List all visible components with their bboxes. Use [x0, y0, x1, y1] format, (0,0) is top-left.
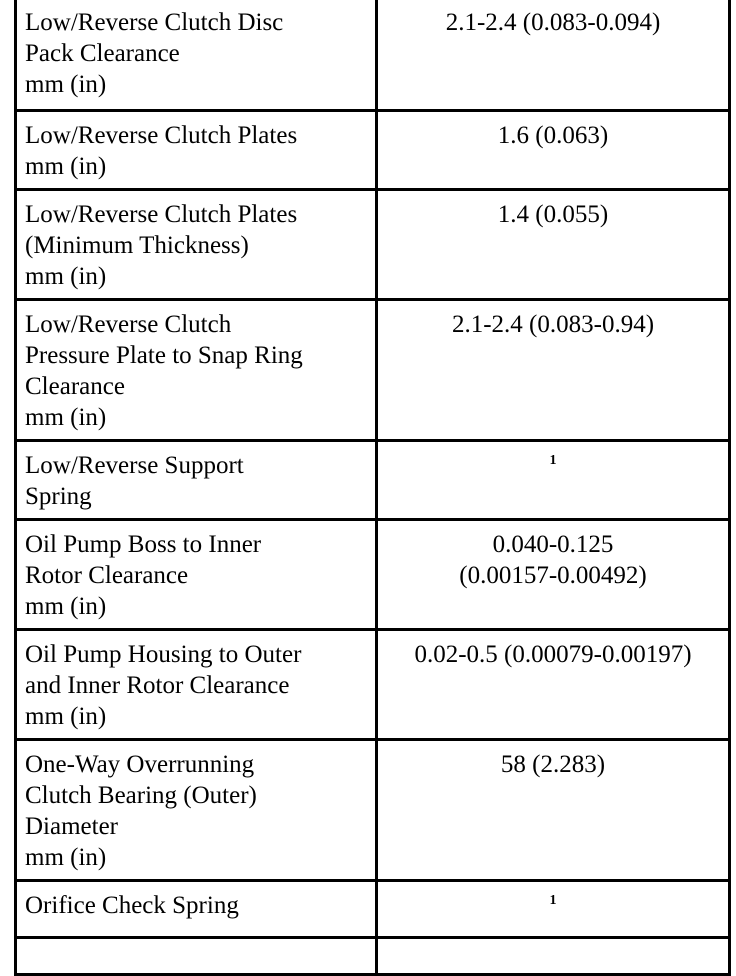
spec-name-line: Orifice Check Spring: [25, 892, 239, 919]
spec-name-cell: [16, 630, 377, 740]
table-row: [16, 881, 730, 938]
spec-value-cell: [377, 0, 730, 111]
footnote-marker: 1: [549, 893, 557, 908]
spec-name-line: mm (in): [25, 153, 107, 180]
spec-value-line: 1.4 (0.055): [497, 201, 609, 228]
spec-name-line: Pressure Plate to Snap Ring: [25, 342, 303, 369]
spec-value-line: 2.1-2.4 (0.083-0.94): [451, 311, 655, 338]
spec-name-line: mm (in): [25, 263, 107, 290]
spec-name-line: Low/Reverse Clutch Plates: [25, 122, 298, 149]
spec-name-cell: [16, 111, 377, 190]
table-row: [16, 111, 730, 190]
table-row: [16, 938, 730, 975]
spec-name-line: Clearance: [25, 373, 125, 400]
spec-name-cell: [16, 190, 377, 300]
spec-name-line: Low/Reverse Support: [25, 452, 244, 479]
spec-name-line: (Minimum Thickness): [25, 232, 249, 259]
spec-name-cell: [16, 740, 377, 881]
spec-value-cell: [377, 630, 730, 740]
table-row: [16, 520, 730, 630]
specifications-table: [14, 0, 731, 976]
spec-value-cell: [377, 881, 730, 938]
table-row: [16, 300, 730, 441]
spec-name-cell: [16, 0, 377, 111]
spec-name-line: and Inner Rotor Clearance: [25, 672, 290, 699]
spec-name-line: Low/Reverse Clutch Plates: [25, 201, 298, 228]
spec-value-cell: [377, 190, 730, 300]
spec-name-line: mm (in): [25, 593, 107, 620]
spec-name-line: mm (in): [25, 404, 107, 431]
spec-name-cell: [16, 300, 377, 441]
spec-name-line: Diameter: [25, 813, 119, 840]
spec-value-line: 1.6 (0.063): [497, 122, 609, 149]
spec-name-line: mm (in): [25, 703, 107, 730]
spec-value-cell: [377, 111, 730, 190]
spec-name-line: Pack Clearance: [25, 40, 180, 67]
spec-name-line: One-Way Overrunning: [25, 751, 255, 778]
table-row: [16, 190, 730, 300]
footnote-marker: 1: [549, 453, 557, 468]
spec-value-cell: [377, 441, 730, 520]
spec-name-cell: [16, 938, 377, 975]
spec-name-line: Oil Pump Boss to Inner: [25, 531, 262, 558]
table-row: [16, 630, 730, 740]
spec-name-cell: [16, 881, 377, 938]
spec-name-line: Low/Reverse Clutch: [25, 311, 232, 338]
table-row: [16, 441, 730, 520]
spec-value-line: 0.02-0.5 (0.00079-0.00197): [414, 641, 692, 668]
spec-name-line: mm (in): [25, 844, 107, 871]
spec-value-line: 0.040-0.125: [492, 531, 614, 558]
spec-value-cell: [377, 938, 730, 975]
spec-value-cell: [377, 300, 730, 441]
table-row: [16, 0, 730, 111]
spec-name-line: Spring: [25, 483, 92, 510]
spec-name-line: Rotor Clearance: [25, 562, 189, 589]
spec-value-cell: [377, 740, 730, 881]
spec-name-line: Clutch Bearing (Outer): [25, 782, 257, 809]
spec-name-cell: [16, 520, 377, 630]
spec-name-line: Oil Pump Housing to Outer: [25, 641, 302, 668]
spec-name-line: mm (in): [25, 71, 107, 98]
spec-value-line: 58 (2.283): [500, 751, 606, 778]
spec-value-line: 2.1-2.4 (0.083-0.094): [445, 9, 661, 36]
spec-name-line: Low/Reverse Clutch Disc: [25, 9, 284, 36]
spec-name-cell: [16, 441, 377, 520]
spec-value-cell: [377, 520, 730, 630]
table-row: [16, 740, 730, 881]
spec-value-line: (0.00157-0.00492): [459, 562, 647, 589]
